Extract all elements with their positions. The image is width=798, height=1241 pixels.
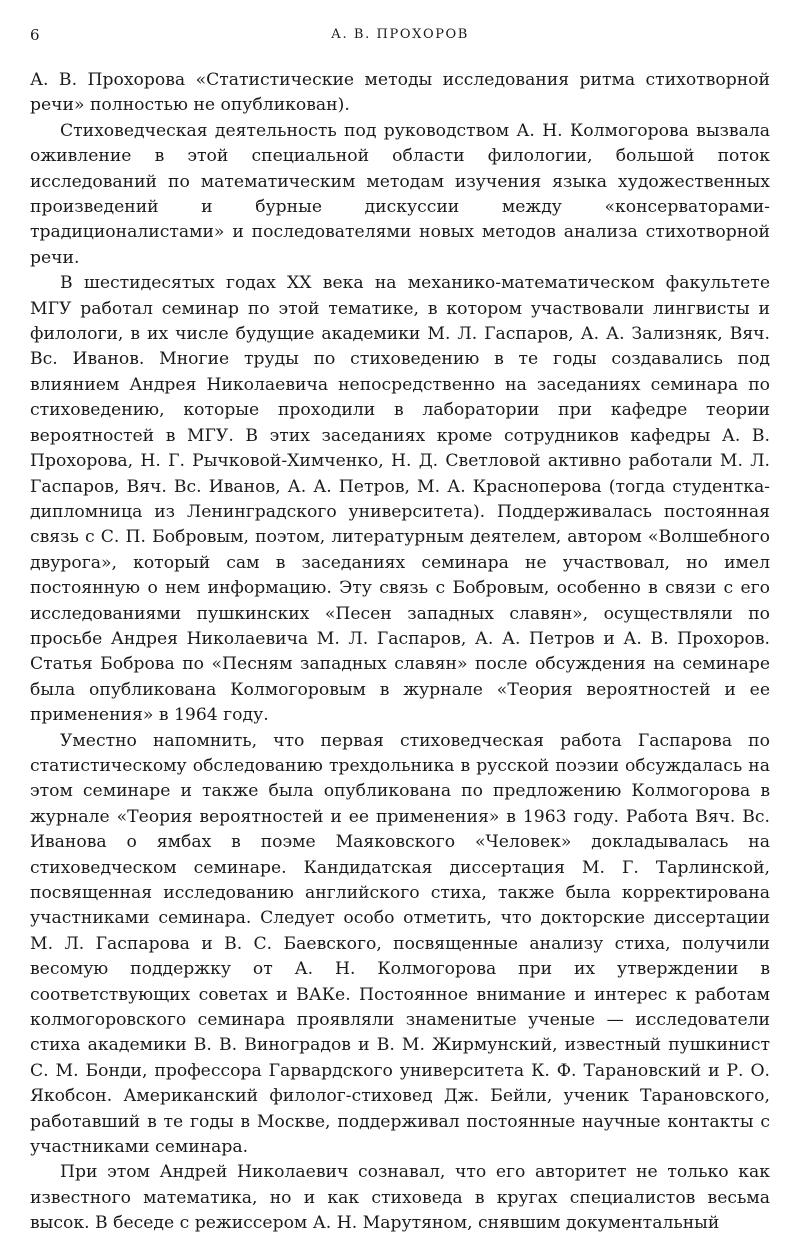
paragraph: В шестидесятых годах XX века на механико-математическом факультете МГУ работал семинар по этой тематике, в котором участвовали лингвисты и филологи, в их числе будущие академики М. Л. Гаспаров, А. А. Зализняк, Вяч. Вс. Иванов. Многие труды по стиховедению в те годы создавались под влиянием Андрея Николаевича непосредственно на заседаниях семинара по стиховедению, которые проходили в лаборатории при кафедре теории вероятностей в МГУ. В этих заседаниях кроме сотрудников кафедры А. В. Прохорова, Н. Г. Рычковой-Химченко, Н. Д. Светловой активно работали М. Л. Гаспаров, Вяч. Вс. Иванов, А. А. Петров, М. А. Красноперова (тогда студентка-дипломница из Ленинградского университета). Поддерживалась постоянная связь с С. П. Бобровым, поэтом, литературным деятелем, автором «Волшебного двурога», который сам в заседаниях семинара не участвовал, но имел постоянную о нем информацию. Эту связь с Бобровым, особенно в связи с его исследованиями пушкинских «Песен западных славян», осуществляли по просьбе Андрея Николаевича М. Л. Гаспаров, А. А. Петров и А. В. Прохоров. Статья Боброва по «Песням западных славян» после обсуждения на семинаре была опубликована Колмогоровым в журнале «Теория вероятностей и ее применения» в 1964 году.	[30, 273, 770, 726]
paragraph: Уместно напомнить, что первая стиховедческая работа Гаспарова по статистическому обследованию трехдольника в русской поэзии обсуждалась на этом семинаре и также была опубликована по предложению Колмогорова в журнале «Теория вероятностей и ее применения» в 1963 году. Работа Вяч. Вс. Иванова о ямбах в поэме Маяковского «Человек» докладывалась на стиховедческом семинаре. Кандидатская диссертация М. Г. Тарлинской, посвященная исследованию английского стиха, также была корректирована участниками семинара. Следует особо отметить, что докторские диссертации М. Л. Гаспарова и В. С. Баевского, посвященные анализу стиха, получили весомую поддержку от А. Н. Колмогорова при их утверждении в соответствующих советах и ВАКе. Постоянное внимание и интерес к работам колмогоровского семинара проявляли знаменитые ученые — исследователи стиха академики В. В. Виноградов и В. М. Жирмунский, известный пушкинист С. М. Бонди, профессора Гарвардского университета К. Ф. Тарановский и Р. О. Якобсон. Американский филолог-стиховед Дж. Бейли, ученик Тарановского, работавший в те годы в Москве, поддерживал постоянные научные контакты с участниками семинара.	[30, 730, 770, 1158]
page-number: 6	[30, 26, 40, 44]
running-head	[30, 26, 770, 50]
paragraph-continuation: А. В. Прохорова «Статистические методы исследования ритма стихотворной речи» полностью не опубликован).	[30, 70, 770, 116]
running-head-author: А. В. ПРОХОРОВ	[331, 27, 469, 42]
paragraph: При этом Андрей Николаевич сознавал, что его авторитет не только как известного математика, но и как стиховеда в кругах специалистов весьма высок. В беседе с режиссером А. Н. Марутяном, снявшим документальный	[30, 1162, 770, 1234]
page	[30, 26, 770, 1237]
body-text	[30, 68, 770, 1237]
paragraph: Стиховедческая деятельность под руководством А. Н. Колмогорова вызвала оживление в этой специальной области филологии, большой поток исследований по математическим методам изучения языка художественных произведений и бурные дискуссии между «консерваторами-традиционалистами» и последователями новых методов анализа стихотворной речи.	[30, 120, 770, 268]
